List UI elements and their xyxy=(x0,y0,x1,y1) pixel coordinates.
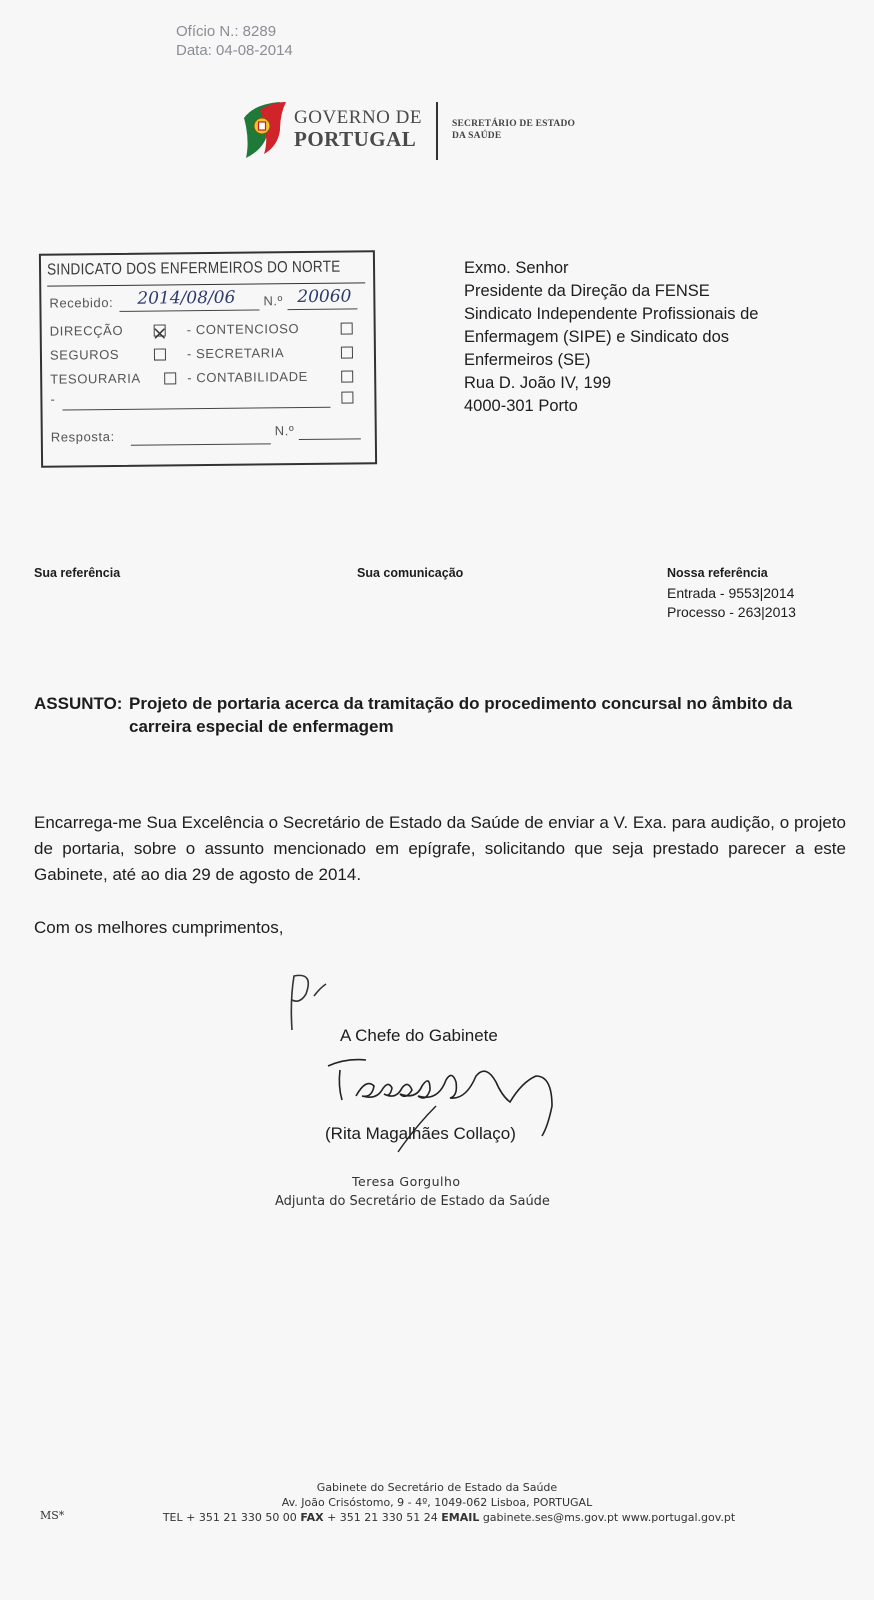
stamp-resposta-underline xyxy=(131,443,271,445)
addressee-line: Presidente da Direção da FENSE xyxy=(464,282,710,300)
stamp-checkbox-direccao xyxy=(154,324,166,336)
footer-office: Gabinete do Secretário de Estado da Saúde xyxy=(316,1481,558,1494)
body-paragraph: Encarrega-me Sua Excelência o Secretário de Estado da Saúde de enviar a V. Exa. para audição, o projeto de portaria, sobre o assunto mencionado em epígrafe, solicitando que seja prestado parecer a este Gabinete, até ao dia 29 de agosto de 2014. xyxy=(34,813,846,884)
sua-comunicacao-label: Sua comunicação xyxy=(357,566,464,580)
stamp-checkbox-blank xyxy=(341,391,353,403)
stamp-blank-line xyxy=(63,407,331,411)
footer xyxy=(0,1480,874,1525)
stamp-numero-value: 20060 xyxy=(297,286,352,308)
email-label: EMAIL xyxy=(441,1511,480,1524)
stamp-recebido-date: 2014/08/06 xyxy=(137,287,236,309)
stamp-row-direccao: DIRECÇÃO xyxy=(49,322,124,339)
office-reference xyxy=(176,22,293,60)
stamp-checkbox-secretaria xyxy=(341,346,353,358)
addressee-line: Enfermeiros (SE) xyxy=(464,351,591,369)
oficio-date: Data: 04-08-2014 xyxy=(176,42,293,59)
addressee-line: 4000-301 Porto xyxy=(464,397,578,415)
stamp-header: SINDICATO DOS ENFERMEIROS DO NORTE xyxy=(46,258,341,279)
adjunta-name: Teresa Gorgulho xyxy=(352,1174,461,1189)
logo-divider xyxy=(436,102,438,160)
stamp-checkbox-tesouraria xyxy=(164,372,176,384)
checkmark-x-icon xyxy=(155,328,165,338)
ms-mark: MS* xyxy=(40,1509,65,1522)
closing-line: Com os melhores cumprimentos, xyxy=(34,918,284,937)
signature-title: A Chefe do Gabinete xyxy=(340,1026,498,1045)
stamp-resposta-label: Resposta: xyxy=(50,428,115,445)
ministry-line2: DA SAÚDE xyxy=(452,131,502,141)
subject-label: ASSUNTO: xyxy=(34,694,123,713)
sua-referencia-label: Sua referência xyxy=(34,566,121,580)
logo-line2: PORTUGAL xyxy=(294,127,417,151)
portugal-flag-emblem-icon xyxy=(240,100,288,160)
stamp-checkbox-contabilidade xyxy=(341,370,353,382)
website: www.portugal.gov.pt xyxy=(621,1511,736,1524)
addressee-line: Rua D. João IV, 199 xyxy=(464,374,612,392)
addressee-line: Sindicato Independente Profissionais de xyxy=(464,305,759,323)
stamp-row-contabilidade: - CONTABILIDADE xyxy=(187,368,308,386)
addressee-block xyxy=(464,257,758,418)
stamp-row-secretaria: - SECRETARIA xyxy=(186,345,285,362)
reception-stamp xyxy=(39,250,377,468)
tel-value: + 351 21 330 50 00 xyxy=(186,1511,297,1524)
nossa-referencia-values xyxy=(667,584,796,622)
fax-label: FAX xyxy=(300,1511,324,1524)
logo-line1: GOVERNO DE xyxy=(294,107,422,128)
stamp-row-contencioso: - CONTENCIOSO xyxy=(186,321,300,338)
stamp-checkbox-contencioso xyxy=(341,322,353,334)
stamp-row-seguros: SEGUROS xyxy=(49,346,120,363)
stamp-numero-underline xyxy=(287,308,357,310)
stamp-checkbox-seguros xyxy=(154,348,166,360)
logo-text xyxy=(294,108,422,150)
stamp-resposta-numero-underline xyxy=(299,438,361,440)
stamp-resposta-numero-label: N.º xyxy=(274,423,295,439)
ministry-line1: SECRETÁRIO DE ESTADO xyxy=(452,119,576,129)
processo-ref: Processo - 263|2013 xyxy=(667,604,796,620)
tel-label: TEL xyxy=(162,1511,183,1524)
email-value: gabinete.ses@ms.gov.pt xyxy=(482,1511,619,1524)
addressee-line: Enfermagem (SIPE) e Sindicato dos xyxy=(464,328,730,346)
stamp-numero-label: N.º xyxy=(263,293,284,309)
nossa-referencia-label: Nossa referência xyxy=(667,566,768,580)
stamp-dash: - xyxy=(50,391,56,407)
footer-address: Av. João Crisóstomo, 9 - 4º, 1049-062 Lisboa, PORTUGAL xyxy=(281,1496,593,1509)
stamp-row-tesouraria: TESOURARIA xyxy=(50,370,141,387)
signatory-name: (Rita Magalhães Collaço) xyxy=(325,1124,516,1143)
stamp-recebido-label: Recebido: xyxy=(49,294,114,311)
adjunta-title: Adjunta do Secretário de Estado da Saúde xyxy=(275,1194,550,1209)
government-logo xyxy=(240,100,600,162)
entrada-ref: Entrada - 9553|2014 xyxy=(667,585,795,601)
footer-contacts xyxy=(12,1510,874,1525)
fax-value: + 351 21 330 51 24 xyxy=(327,1511,438,1524)
oficio-number: Ofício N.: 8289 xyxy=(176,23,277,40)
addressee-line: Exmo. Senhor xyxy=(464,259,569,277)
initials-handwriting-icon xyxy=(284,970,344,1040)
subject-text: Projeto de portaria acerca da tramitação do procedimento concursal no âmbito da carreira especial de enfermagem xyxy=(129,694,793,736)
logo-ministry xyxy=(452,118,575,142)
stamp-recebido-underline xyxy=(119,309,259,311)
